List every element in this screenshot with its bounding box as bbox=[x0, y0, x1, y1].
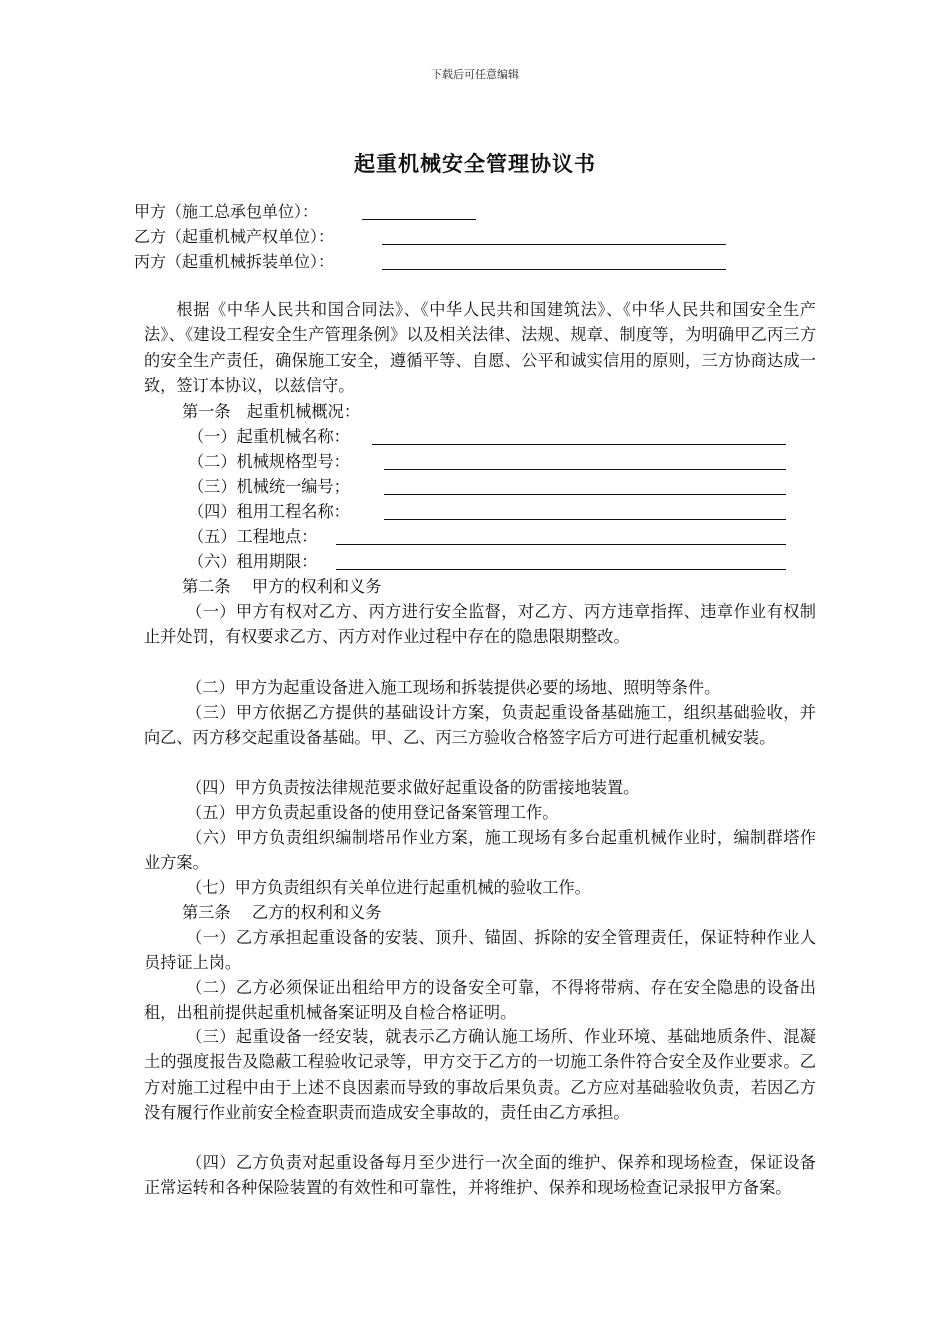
project-location-blank[interactable] bbox=[336, 544, 786, 545]
article3-item-1: （一）乙方承担起重设备的安装、顶升、锚固、拆除的安全管理责任，保证特种作业人员持证上岗。 bbox=[144, 928, 816, 973]
article1-item-4: （四）租用工程名称： bbox=[188, 502, 350, 521]
article2-item-4: （四）甲方负责按法律规范要求做好起重设备的防雷接地装置。 bbox=[186, 778, 640, 797]
intro-paragraph: 根据《中华人民共和国合同法》、《中华人民共和国建筑法》、《中华人民共和国安全生产法》、《建设工程安全生产管理条例》以及相关法律、法规、规章、制度等，为明确甲乙丙三方的安全生产责任，确保施工安全，遵循平等、自愿、公平和诚实信用的原则，三方协商达成一致，签订本协议，以兹信守。 bbox=[144, 300, 816, 396]
article2-item-3: （三）甲方依据乙方提供的基础设计方案，负责起重设备基础施工，组织基础验收，并向乙、丙方移交起重设备基础。甲、乙、丙三方验收合格签字后方可进行起重机械安装。 bbox=[144, 703, 816, 748]
article1-item-3: （三）机械统一编号； bbox=[188, 477, 350, 496]
article1-item-6: （六）租用期限： bbox=[188, 552, 318, 571]
article3-heading: 第三条 乙方的权利和义务 bbox=[182, 903, 382, 922]
crane-number-blank[interactable] bbox=[384, 494, 786, 495]
header-note: 下载后可任意编辑 bbox=[431, 68, 519, 81]
article2-item-1: （一）甲方有权对乙方、丙方进行安全监督，对乙方、丙方违章指挥、违章作业有权制止并处罚，有权要求乙方、丙方对作业过程中存在的隐患限期整改。 bbox=[144, 602, 816, 647]
article2-item-6: （六）甲方负责组织编制塔吊作业方案，施工现场有多台起重机械作业时，编制群塔作业方案。 bbox=[144, 828, 816, 873]
article2-heading: 第二条 甲方的权利和义务 bbox=[182, 577, 382, 596]
document-title: 起重机械安全管理协议书 bbox=[354, 152, 596, 176]
project-name-blank[interactable] bbox=[384, 519, 786, 520]
article3-item-3: （三）起重设备一经安装，就表示乙方确认施工场所、作业环境、基础地质条件、混凝土的强度报告及隐蔽工程验收记录等，甲方交于乙方的一切施工条件符合安全及作业要求。乙方对施工过程中由于上述不良因素而导致的事故后果负责。乙方应对基础验收负责，若因乙方没有履行作业前安全检查职责而造成安全事故的，责任由乙方承担。 bbox=[144, 1027, 816, 1123]
party-a-blank[interactable] bbox=[362, 219, 476, 220]
article3-item-2: （二）乙方必须保证出租给甲方的设备安全可靠，不得将带病、存在安全隐患的设备出租，出租前提供起重机械备案证明及自检合格证明。 bbox=[144, 978, 816, 1023]
article1-heading: 第一条 起重机械概况： bbox=[182, 402, 361, 421]
rental-period-blank[interactable] bbox=[336, 569, 786, 570]
article2-item-7: （七）甲方负责组织有关单位进行起重机械的验收工作。 bbox=[186, 878, 591, 897]
party-a-label: 甲方（施工总承包单位）： bbox=[134, 202, 319, 221]
party-c-label: 丙方（起重机械拆装单位）： bbox=[134, 252, 335, 271]
article1-item-2: （二）机械规格型号： bbox=[188, 452, 350, 471]
article1-item-5: （五）工程地点： bbox=[188, 527, 318, 546]
crane-model-blank[interactable] bbox=[384, 469, 786, 470]
article2-item-5: （五）甲方负责起重设备的使用登记备案管理工作。 bbox=[186, 803, 559, 822]
article3-item-4: （四）乙方负责对起重设备每月至少进行一次全面的维护、保养和现场检查，保证设备正常运转和各种保险装置的有效性和可靠性，并将维护、保养和现场检查记录报甲方备案。 bbox=[144, 1153, 816, 1198]
article2-item-2: （二）甲方为起重设备进入施工现场和拆装提供必要的场地、照明等条件。 bbox=[186, 678, 721, 697]
party-c-blank[interactable] bbox=[382, 269, 726, 270]
party-b-blank[interactable] bbox=[382, 244, 726, 245]
crane-name-blank[interactable] bbox=[372, 444, 786, 445]
party-b-label: 乙方（起重机械产权单位）： bbox=[134, 227, 335, 246]
article1-item-1: （一）起重机械名称： bbox=[188, 427, 350, 446]
